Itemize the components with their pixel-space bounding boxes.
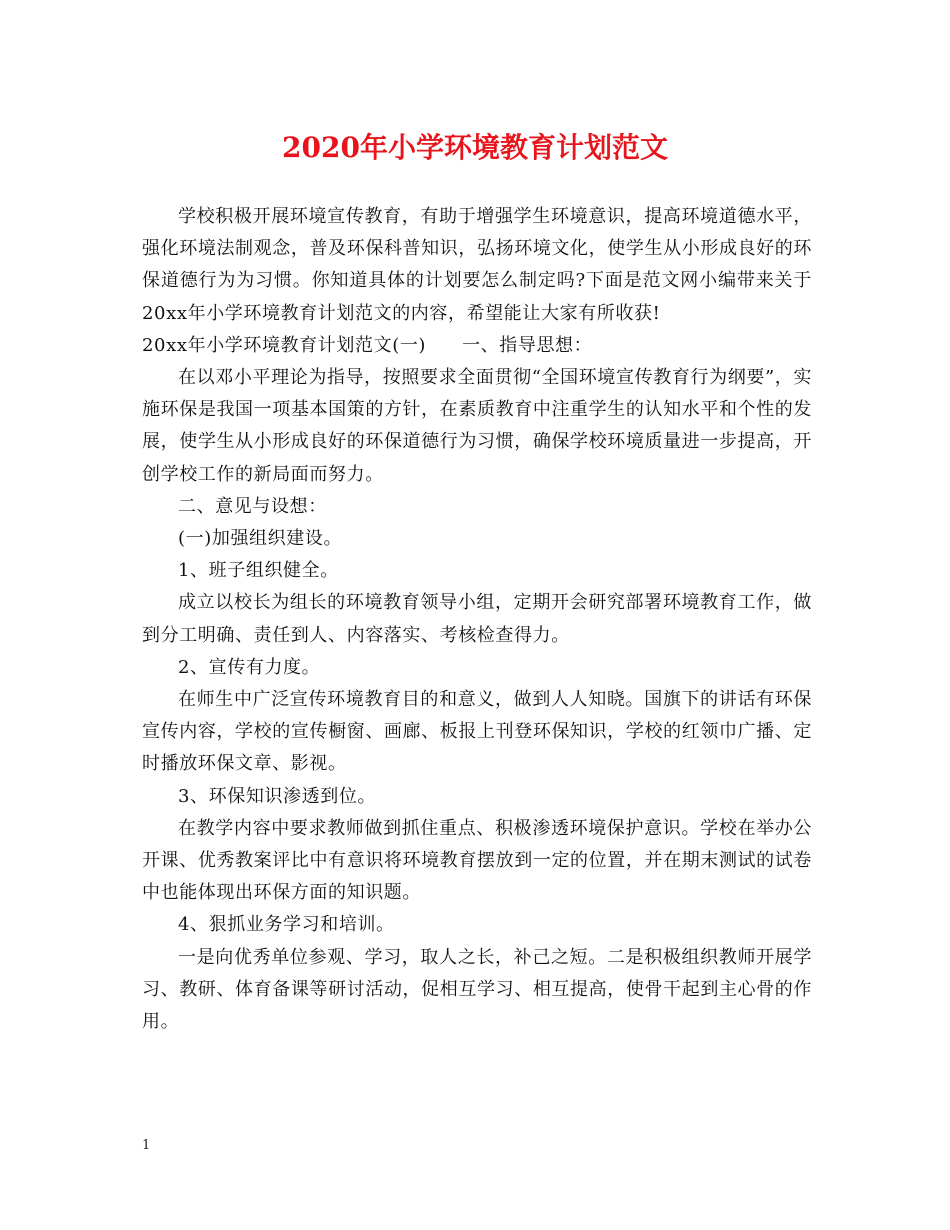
heading-item-4: 4、狠抓业务学习和培训。 <box>178 914 395 936</box>
item-3-paragraph: 在教学内容中要求教师做到抓住重点、积极渗透环境保护意识。学校在举办公开课、优秀教案评比中有意识将环境教育摆放到一定的位置，并在期末测试的试卷中也能体现出环保方面的知识题。 <box>142 817 812 904</box>
section-heading-line <box>142 330 812 362</box>
heading-item-3: 3、环保知识渗透到位。 <box>178 785 377 807</box>
section-subheading: 一、指导思想： <box>462 334 593 356</box>
guiding-thought-paragraph: 在以邓小平理论为指导，按照要求全面贯彻“全国环境宣传教育行为纲要”，实施环保是我国一项基本国策的方针，在素质教育中注重学生的认知水平和个性的发展，使学生从小形成良好的环保道德行为习惯，确保学校环境质量进一步提高，开创学校工作的新局面而努力。 <box>142 367 812 485</box>
intro-paragraph: 学校积极开展环境宣传教育，有助于增强学生环境意识，提高环境道德水平，强化环境法制观念，普及环保科普知识，弘扬环境文化，使学生从小形成良好的环保道德行为为习惯。你知道具体的计划要怎么制定吗?下面是范文网小编带来关于20xx年小学环境教育计划范文的内容，希望能让大家有所收获! <box>142 206 812 324</box>
heading-opinions: 二、意见与设想： <box>178 495 327 517</box>
document-title: 2020年小学环境教育计划范文 <box>282 131 668 164</box>
item-4-paragraph: 一是向优秀单位参观、学习，取人之长，补己之短。二是积极组织教师开展学习、教研、体育备课等研讨活动，促相互学习、相互提高，使骨干起到主心骨的作用。 <box>142 946 812 1033</box>
section-title: 20xx年小学环境教育计划范文(一) <box>142 334 427 356</box>
item-2-paragraph: 在师生中广泛宣传环境教育目的和意义，做到人人知晓。国旗下的讲话有环保宣传内容，学校的宣传橱窗、画廊、板报上刊登环保知识，学校的红领巾广播、定时播放环保文章、影视。 <box>142 689 812 775</box>
page-number: 1 <box>142 1138 151 1153</box>
heading-item-1: 1、班子组织健全。 <box>178 560 339 582</box>
item-1-paragraph: 成立以校长为组长的环境教育领导小组，定期开会研究部署环境教育工作，做到分工明确、责任到人、内容落实、考核检查得力。 <box>142 592 812 646</box>
heading-item-2: 2、宣传有力度。 <box>178 656 321 678</box>
heading-organization: (一)加强组织建设。 <box>178 528 343 550</box>
document-body <box>142 201 812 1038</box>
